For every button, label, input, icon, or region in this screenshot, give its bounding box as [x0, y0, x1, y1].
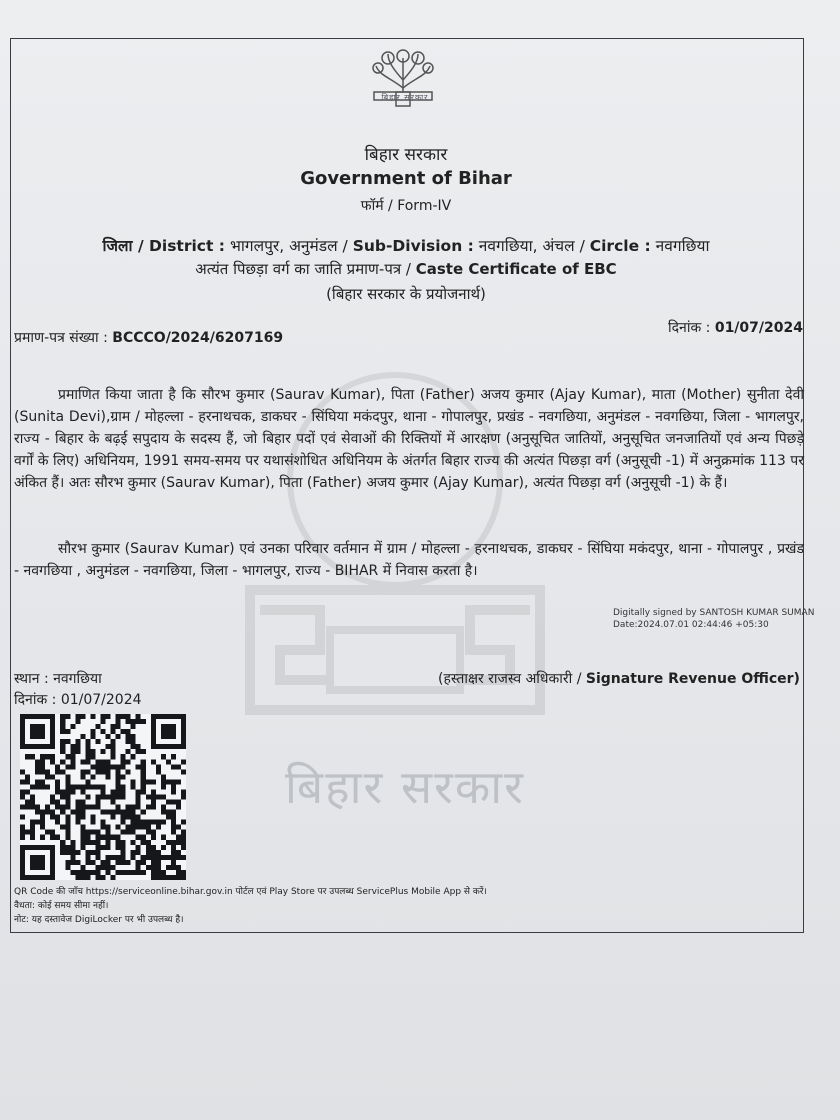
officer-signature-english: Signature Revenue Officer): [585, 671, 800, 687]
certificate-body-paragraph-1: प्रमाणित किया जाता है कि सौरभ कुमार (Saurav Kumar), पिता (Father) अजय कुमार (Ajay Kumar), माता (Mother) सुनीता देवी (Sunita Devi),ग्राम / मोहल्ला - हरनाथचक, डाकघर - सिंघिया मकंदपुर, थाना - गोपालपुर, प्रखंड - नवगछिया, अनुमंडल - नवगछिया, जिला - भागलपुर, राज्य - बिहार के बढ़ई सपुदाय के सदस्य हैं, जो बिहार पदों एवं सेवाओं की रिक्तियों में आरक्षण (अनुसूचित जातियों, अनुसूचित जनजातियों एवं अन्य पिछड़े वर्गों के लिए) अधिनियम, 1991 समय-समय पर यथासंशोधित अधिनियम के अंतर्गत बिहार राज्य की अत्यंत पिछड़ा वर्ग (अनुसूची -1) में अनुक्रमांक 113 पर अंकित हैं। अतः सौरभ कुमार (Saurav Kumar), पिता (Father) अजय कुमार (Ajay Kumar), अत्यंत पिछड़ा वर्ग (अनुसूची -1) के हैं।: [14, 387, 804, 491]
place-date: दिनांक : 01/07/2024: [14, 692, 142, 708]
digital-signature: [613, 607, 814, 631]
qr-code[interactable]: [20, 714, 186, 880]
district-value: भागलपुर, अनुमंडल /: [229, 237, 348, 255]
district-label: जिला / District :: [102, 237, 225, 255]
emblem-text: बिहार सरकार: [381, 93, 429, 102]
circle-label: Circle :: [589, 237, 651, 255]
issue-date-label: दिनांक :: [668, 320, 711, 336]
district-line: [0, 234, 812, 256]
issue-date-value: 01/07/2024: [714, 320, 803, 336]
qr-verification-note: QR Code की जाँच https://serviceonline.bihar.gov.in पोर्टल एवं Play Store पर उपलब्ध ServicePlus Mobile App से करें।: [14, 887, 487, 897]
officer-signature: [438, 669, 800, 688]
certificate-purpose: (बिहार सरकार के प्रयोजनार्थ): [326, 285, 486, 303]
place: स्थान : नवगछिया: [14, 671, 102, 687]
title-english: Government of Bihar: [300, 168, 512, 189]
form-label: फॉर्म / Form-IV: [360, 198, 452, 214]
circle-value: नवगछिया: [655, 237, 710, 255]
certificate-body-paragraph-2: सौरभ कुमार (Saurav Kumar) एवं उनका परिवार वर्तमान में ग्राम / मोहल्ला - हरनाथचक, डाकघर - सिंघिया मकंदपुर, थाना - गोपालपुर , प्रखंड - नवगछिया , अनुमंडल - नवगछिया, जिला - भागलपुर, राज्य - BIHAR में निवास करता है।: [14, 541, 804, 579]
certificate-number-label: प्रमाण-पत्र संख्या :: [14, 330, 108, 346]
subdivision-value: नवगछिया, अंचल /: [478, 237, 585, 255]
issue-date: [668, 318, 803, 337]
certificate-title-hindi: अत्यंत पिछड़ा वर्ग का जाति प्रमाण-पत्र /: [195, 260, 411, 278]
certificate-number: [14, 328, 283, 347]
certificate-title: [0, 259, 812, 279]
validity-note: वैधता: कोई समय सीमा नहीं।: [14, 901, 109, 911]
certificate-number-value: BCCCO/2024/6207169: [112, 330, 284, 346]
digilocker-note: नोट: यह दस्तावेज DigiLocker पर भी उपलब्ध है।: [14, 915, 184, 925]
title-hindi: बिहार सरकार: [364, 145, 448, 165]
digital-signature-line-2: Date:2024.07.01 02:44:46 +05:30: [613, 620, 769, 630]
officer-signature-hindi: (हस्ताक्षर राजस्व अधिकारी /: [438, 671, 582, 687]
watermark-text: बिहार सरकार: [285, 760, 525, 814]
subdivision-label: Sub-Division :: [352, 237, 474, 255]
digital-signature-line-1: Digitally signed by SANTOSH KUMAR SUMAN: [613, 608, 815, 618]
certificate-title-english: Caste Certificate of EBC: [415, 260, 617, 278]
